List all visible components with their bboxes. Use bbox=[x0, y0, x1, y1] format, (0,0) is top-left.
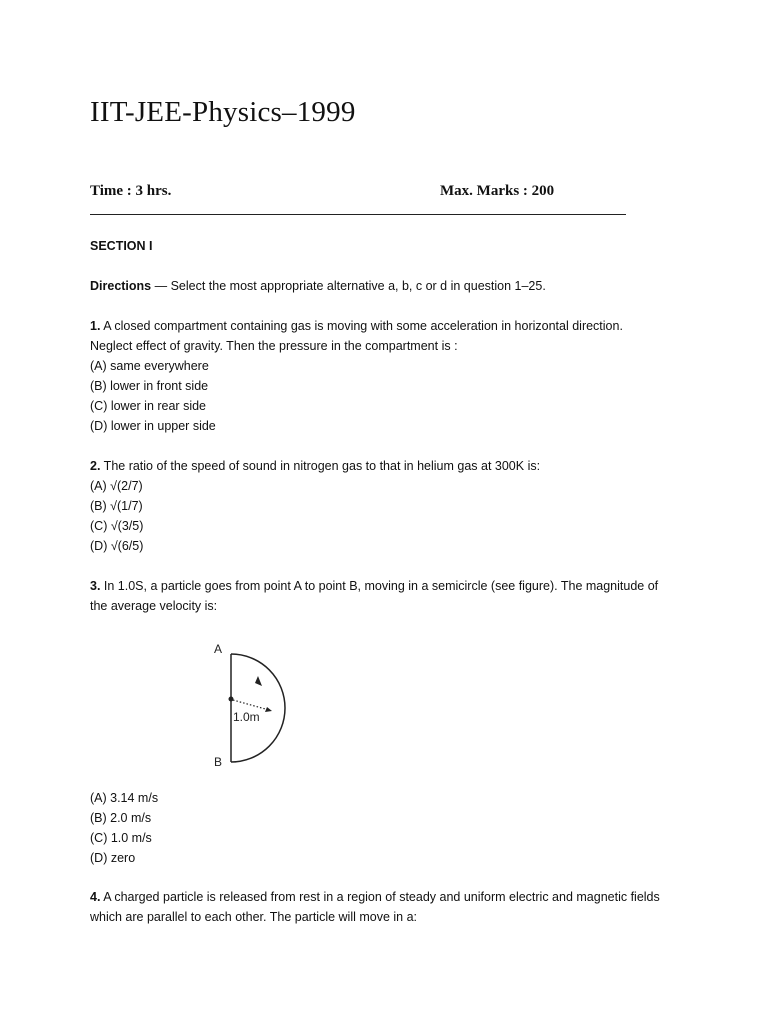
question-text: In 1.0S, a particle goes from point A to point B, moving in a semicircle (see figure). The magnitude of bbox=[100, 579, 659, 593]
question-text: Neglect effect of gravity. Then the pressure in the compartment is : bbox=[90, 339, 458, 353]
question-3 bbox=[90, 576, 658, 616]
question-2-line-1 bbox=[90, 456, 540, 476]
page-title: IIT-JEE-Physics–1999 bbox=[90, 96, 356, 128]
question-1 bbox=[90, 316, 623, 436]
question-4 bbox=[90, 887, 660, 927]
question-text: the average velocity is: bbox=[90, 599, 218, 613]
question-number: 2. bbox=[90, 459, 101, 473]
question-text: which are parallel to each other. The particle will move in a: bbox=[90, 910, 418, 924]
question-number: 1. bbox=[90, 319, 101, 333]
option-d: (D) √(6/5) bbox=[90, 539, 144, 553]
option-c: (C) 1.0 m/s bbox=[90, 831, 152, 845]
option-b: (B) √(1/7) bbox=[90, 499, 143, 513]
section-heading: SECTION I bbox=[90, 239, 153, 253]
question-text: A charged particle is released from rest in a region of steady and uniform electric and magnetic fields bbox=[100, 890, 660, 904]
semicircle-arc bbox=[231, 654, 285, 762]
semicircle-figure bbox=[210, 638, 300, 770]
option-a: (A) √(2/7) bbox=[90, 479, 143, 493]
option-d: (D) zero bbox=[90, 851, 136, 865]
max-marks-label: Max. Marks : 200 bbox=[440, 183, 555, 199]
point-b-label: B bbox=[214, 755, 223, 769]
header-divider bbox=[90, 214, 626, 215]
question-4-line-1 bbox=[90, 887, 660, 907]
option-a: (A) 3.14 m/s bbox=[90, 791, 159, 805]
question-number: 3. bbox=[90, 579, 101, 593]
option-a: (A) same everywhere bbox=[90, 359, 209, 373]
radius-line bbox=[233, 700, 269, 710]
option-b: (B) lower in front side bbox=[90, 379, 209, 393]
center-point bbox=[229, 697, 234, 702]
time-label: Time : 3 hrs. bbox=[90, 183, 172, 199]
question-text: A closed compartment containing gas is moving with some acceleration in horizontal direction. bbox=[100, 319, 623, 333]
point-a-label: A bbox=[214, 642, 223, 656]
question-2 bbox=[90, 456, 540, 556]
option-c: (C) lower in rear side bbox=[90, 399, 207, 413]
option-c: (C) √(3/5) bbox=[90, 519, 144, 533]
question-text: The ratio of the speed of sound in nitrogen gas to that in helium gas at 300K is: bbox=[100, 459, 541, 473]
question-3-options bbox=[90, 788, 158, 868]
directions bbox=[90, 276, 546, 296]
question-1-line-1 bbox=[90, 316, 623, 336]
option-b: (B) 2.0 m/s bbox=[90, 811, 152, 825]
directions-text: — Select the most appropriate alternative a, b, c or d in question 1–25. bbox=[151, 279, 546, 293]
semicircle-diagram bbox=[210, 638, 300, 770]
question-3-line-1 bbox=[90, 576, 658, 596]
question-number: 4. bbox=[90, 890, 101, 904]
option-d: (D) lower in upper side bbox=[90, 419, 216, 433]
radius-arrow-icon bbox=[265, 707, 272, 712]
arc-arrow-icon bbox=[255, 676, 262, 686]
radius-label: 1.0m bbox=[233, 710, 260, 724]
directions-label: Directions bbox=[90, 279, 152, 293]
